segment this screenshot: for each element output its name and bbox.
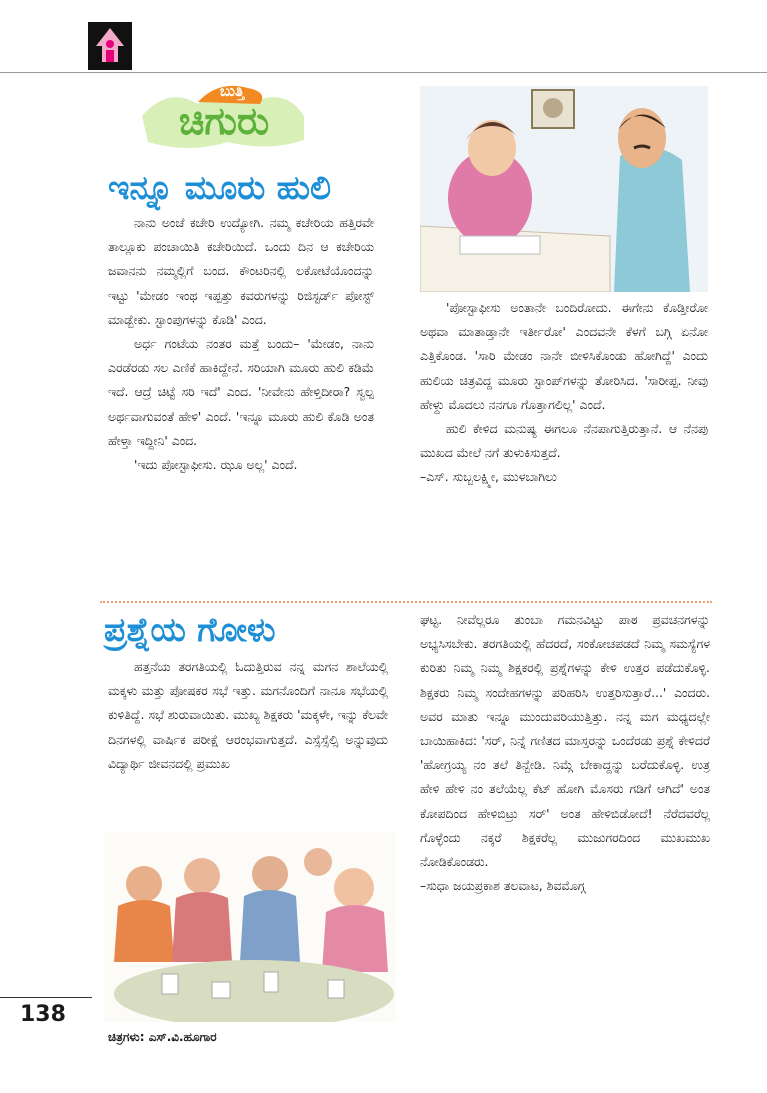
masthead-small-label: ಬುತ್ತಿ bbox=[219, 82, 245, 100]
masthead-title: ಚಿಗುರು bbox=[178, 99, 270, 143]
story1-byline: –ಎಸ್. ಸುಬ್ಬಲಕ್ಷ್ಮೀ, ಮುಳಬಾಗಿಲು bbox=[420, 469, 557, 485]
story1-column2 bbox=[420, 296, 708, 490]
story1-paragraph: 'ಇದು ಪೋಸ್ಟಾಫೀಸು. ಝೂ ಅಲ್ಲ' ಎಂದೆ. bbox=[134, 457, 298, 473]
story2-paragraph: ಹತ್ತನೆಯ ತರಗತಿಯಲ್ಲಿ ಓದುತ್ತಿರುವ ನನ್ನ ಮಗನ ಶಾಲೆಯಲ್ಲಿ ಮಕ್ಕಳು ಮತ್ತು ಪೋಷಕರ ಸಭೆ ಇತ್ತು. ಮಗನೊಂದಿಗೆ ನಾನೂ ಸಭೆಯಲ್ಲಿ ಕುಳಿತಿದ್ದೆ. ಸಭೆ ಶುರುವಾಯಿತು. ಮುಖ್ಯ ಶಿಕ್ಷಕರು 'ಮಕ್ಕಳೇ, ಇನ್ನು ಕೆಲವೇ ದಿನಗಳಲ್ಲಿ ವಾರ್ಷಿಕ ಪರೀಕ್ಷೆ ಆರಂಭವಾಗುತ್ತದೆ. ಎಸ್ಸೆಸ್ಸೆಲ್ಸಿ ಅನ್ನುವುದು ವಿದ್ಯಾರ್ಥಿ ಜೀವನದಲ್ಲಿ ಪ್ರಮುಖ bbox=[108, 659, 388, 771]
header-rule bbox=[0, 72, 767, 73]
story1-column1 bbox=[108, 211, 374, 477]
illustration-credit: ಚಿತ್ರಗಳು: ಎಸ್.ವಿ.ಹೂಗಾರ bbox=[108, 1030, 217, 1044]
story2-column1 bbox=[108, 655, 388, 776]
magazine-logo bbox=[88, 22, 132, 70]
column-masthead bbox=[138, 76, 308, 152]
story1-paragraph: 'ಪೋಸ್ಟಾಫೀಸು ಅಂತಾನೇ ಬಂದಿರೋದು. ಈಗೇನು ಕೊಡ್ತೀರೋ ಅಥವಾ ಮಾತಾಡ್ತಾನೇ ಇರ್ತೀರೋ' ಎಂದವನೇ ಕೆಳಗೆ ಬಗ್ಗಿ ಏನೋ ಎತ್ತಿಕೊಂಡ. 'ಸಾರಿ ಮೇಡಂ ನಾನೇ ಬೀಳಿಸಿಕೊಂಡು ಹೋಗಿದ್ದೆ' ಎಂದು ಹುಲಿಯ ಚಿತ್ರವಿದ್ದ ಮೂರು ಸ್ಟಾಂಪ್‌ಗಳನ್ನು ತೋರಿಸಿದ. 'ಸಾರೀಪ್ಪ. ನೀವು ಹೇಳ್ದು ಮೊದಲು ನನಗೂ ಗೊತ್ತಾಗಲಿಲ್ಲ' ಎಂದೆ. bbox=[420, 300, 708, 412]
story1-paragraph: ಹುಲಿ ಕೇಳಿದ ಮನುಷ್ಯ ಈಗಲೂ ನೆನಪಾಗುತ್ತಿರುತ್ತಾನೆ. ಆ ನೆನಪು ಮುಖದ ಮೇಲೆ ನಗೆ ತುಳುಕಿಸುತ್ತದೆ. bbox=[420, 421, 708, 461]
story2-byline: –ಸುಧಾ ಜಯಪ್ರಕಾಶ ತಲವಾಟ, ಶಿವಮೊಗ್ಗ bbox=[420, 878, 586, 894]
story2-column2 bbox=[420, 608, 710, 898]
footer-rule bbox=[0, 997, 92, 998]
story-divider bbox=[100, 601, 712, 603]
story1-paragraph: ನಾನು ಅಂಚೆ ಕಚೇರಿ ಉದ್ಯೋಗಿ. ನಮ್ಮ ಕಚೇರಿಯ ಹತ್ತಿರವೇ ತಾಲ್ಲೂಕು ಪಂಚಾಯಿತಿ ಕಚೇರಿಯಿದೆ. ಒಂದು ದಿನ ಆ ಕಚೇರಿಯ ಜವಾನನು ನಮ್ಮಲ್ಲಿಗೆ ಬಂದ. ಕೌಂಟರಿನಲ್ಲಿ ಲಕೋಟೆಯೊಂದನ್ನು ಇಟ್ಟು 'ಮೇಡಂ ಇಂಥ ಇಪ್ಪತ್ತು ಕವರುಗಳನ್ನು ರಿಜಿಸ್ಟರ್ಡ್ ಪೋಸ್ಟ್ ಮಾಡ್ಬೇಕು. ಸ್ಟಾಂಪುಗಳನ್ನು ಕೊಡಿ' ಎಂದ. bbox=[108, 215, 374, 327]
page-number: 138 bbox=[20, 1002, 66, 1027]
story2-title: ಪ್ರಶ್ನೆಯ ಗೋಳು bbox=[104, 610, 276, 649]
meeting-illustration bbox=[104, 832, 396, 1022]
story2-paragraph: ಘಟ್ಟ. ನೀವೆಲ್ಲರೂ ತುಂಬಾ ಗಮನವಿಟ್ಟು ಪಾಠ ಪ್ರವಚನಗಳನ್ನು ಅಭ್ಯಸಿಸಬೇಕು. ತರಗತಿಯಲ್ಲಿ ಹೆದರದೆ, ಸಂಕೋಚಪಡದೆ ನಿಮ್ಮ ಸಮಸ್ಯೆಗಳ ಕುರಿತು ನಿಮ್ಮ ನಿಮ್ಮ ಶಿಕ್ಷಕರಲ್ಲಿ ಪ್ರಶ್ನೆಗಳನ್ನು ಕೇಳಿ ಉತ್ತರ ಪಡೆದುಕೊಳ್ಳಿ. ಶಿಕ್ಷಕರು ನಿಮ್ಮ ಸಂದೇಹಗಳನ್ನು ಪರಿಹರಿಸಿ ಉತ್ತರಿಸುತ್ತಾರೆ...' ಎಂದರು. ಅವರ ಮಾತು ಇನ್ನೂ ಮುಂದುವರಿಯುತ್ತಿತ್ತು. ನನ್ನ ಮಗ ಮಧ್ಯದಲ್ಲೇ ಬಾಯಿಹಾಕಿದ: 'ಸರ್, ನಿನ್ನೆ ಗಣಿತದ ಮಾಸ್ತರನ್ನು ಒಂದೆರಡು ಪ್ರಶ್ನೆ ಕೇಳಿದರೆ 'ಹೋಗ್ರಯ್ಯ ನಂ ತಲೆ ತಿನ್ಬೇಡಿ. ನಿಮ್ಗೆ ಬೇಕಾದ್ದನ್ನು ಬರೆದುಕೊಳ್ಳಿ. ಉತ್ರ ಹೇಳಿ ಹೇಳಿ ನಂ ತಲೆಯೆಲ್ಲ ಕೆಟ್ ಹೋಗಿ ಮೊಸರು ಗಡಿಗೆ ಆಗಿದೆ' ಅಂತ ಕೋಪದಿಂದ ಹೇಳಿಬಿಟ್ರು ಸರ್' ಅಂತ ಹೇಳಿಬಿಡೋದೆ! ನೆರೆದವರೆಲ್ಲ ಗೊಳ್ಳೆಂದು ನಕ್ಕರೆ ಶಿಕ್ಷಕರೆಲ್ಲ ಮುಜುಗರದಿಂದ ಮುಖಮುಖ ನೋಡಿಕೊಂಡರು. bbox=[420, 612, 710, 870]
story1-paragraph: ಅರ್ಧ ಗಂಟೆಯ ನಂತರ ಮತ್ತೆ ಬಂದು– 'ಮೇಡಂ, ನಾನು ಎರಡೆರಡು ಸಲ ಎಣಿಕೆ ಹಾಕಿದ್ದೇನೆ. ಸರಿಯಾಗಿ ಮೂರು ಹುಲಿ ಕಡಿಮೆ ಇದೆ. ಆದ್ರೆ ಚಿಟ್ಟೆ ಸರಿ ಇದೆ' ಎಂದ. 'ನೀವೇನು ಹೇಳ್ತಿದೀರಾ? ಸ್ವಲ್ಪ ಅರ್ಥವಾಗುವಂತೆ ಹೇಳಿ' ಎಂದೆ. 'ಇನ್ನೂ ಮೂರು ಹುಲಿ ಕೊಡಿ ಅಂತ ಹೇಳ್ತಾ ಇದ್ದೀನಿ' ಎಂದ. bbox=[108, 336, 374, 448]
lamp-icon bbox=[88, 22, 132, 70]
story1-title: ಇನ್ನೂ ಮೂರು ಹುಲಿ bbox=[108, 168, 332, 207]
post-office-illustration bbox=[420, 86, 708, 292]
